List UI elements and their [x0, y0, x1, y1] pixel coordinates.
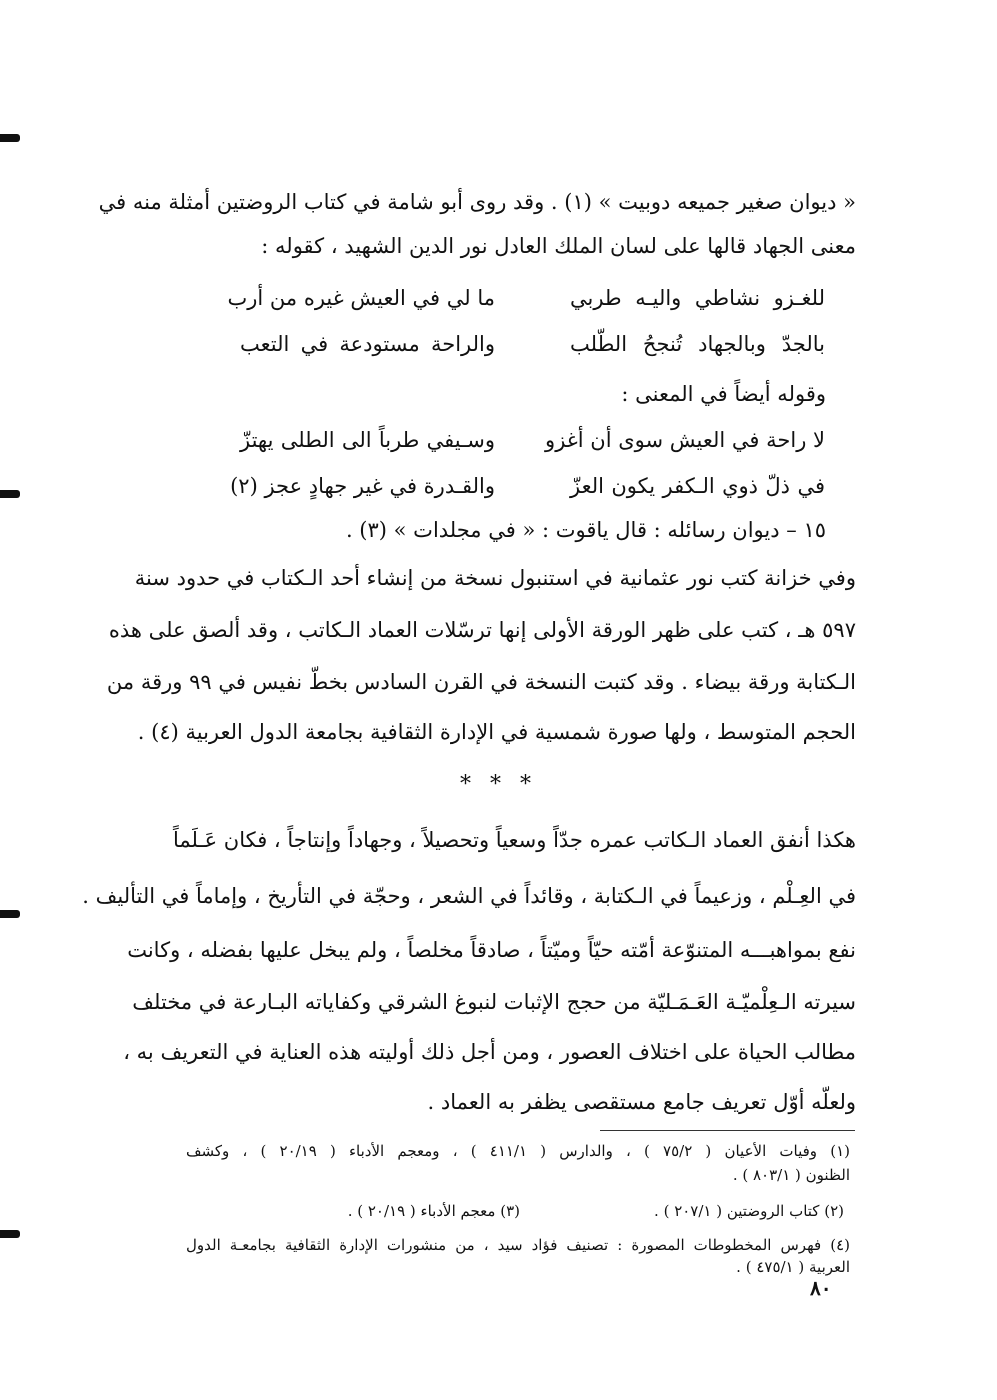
- footnote-line: العربية ( ٤٧٥/١ ) .: [736, 1258, 850, 1276]
- verse-hemistich-left: والقـدرة في غير جهادٍ عجز (٢): [230, 474, 495, 498]
- scan-margin-mark: [0, 134, 20, 142]
- scan-margin-mark: [0, 490, 20, 498]
- text-line: وفي خزانة كتب نور عثمانية في استنبول نسخة من إنشاء أحد الـكتاب في حدود سنة: [134, 566, 856, 590]
- text-line: ٥٩٧ هـ ، كتب على ظهر الورقة الأولى إنها ترسّلات العماد الـكاتب ، وقد ألصق على هذه: [108, 618, 856, 642]
- footnote-row: [186, 1200, 850, 1222]
- text-line: وقوله أيضاً في المعنى :: [621, 382, 826, 406]
- text-line: الـكتابة ورقة بيضاء . وقد كتبت النسخة في القرن السادس بخطّ نفيس في ٩٩ ورقة من: [106, 670, 856, 694]
- text-line: ولعلّه أوّل تعريف جامع مستقصى يظفر به العماد .: [427, 1090, 856, 1114]
- text-line: ١٥ – ديوان رسائله : قال ياقوت : « في مجلدات » (٣) .: [345, 518, 826, 542]
- footnote-divider: [600, 1130, 855, 1131]
- footnote-line: (٤) فهرس المخطوطات المصورة : تصنيف فؤاد سيد ، من منشورات الإدارة الثقافية بجامعـة الدول: [186, 1236, 850, 1254]
- scan-margin-mark: [0, 1230, 20, 1238]
- footnote-line: الظنون ( ٨٠٣/١ ) .: [732, 1166, 850, 1184]
- verse-hemistich-right: في ذلّ ذوي الـكفر يكون العزّ: [570, 474, 825, 498]
- scan-margin-mark: [0, 910, 20, 918]
- text-line: معنى الجهاد قالها على لسان الملك العادل نور الدين الشهيد ، كقوله :: [261, 234, 856, 258]
- text-line: هكذا أنفق العماد الـكاتب عمره جدّاً وسعياً وتحصيلاً ، وجهاداً وإنتاجاً ، فكان عَـلَماً: [172, 828, 856, 852]
- text-line: الحجم المتوسط ، ولها صورة شمسية في الإدارة الثقافية بجامعة الدول العربية (٤) .: [137, 720, 856, 744]
- section-separator: * * *: [460, 772, 537, 797]
- text-line: سيرته الـعِلْميّـة العَـمَـليّة من حجج الإثبات لنبوغ الشرقي وكفاياته البـارعة في مختلف: [132, 990, 856, 1014]
- footnote-line: (١) وفيات الأعيان ( ٧٥/٢ ) ، والدارس ( ٤١١/١ ) ، ومعجم الأدباء ( ٢٠/١٩ ) ، وكشف: [186, 1142, 850, 1160]
- poem-verse: [240, 418, 825, 462]
- poem-verse: [227, 276, 825, 320]
- verse-hemistich-right: للغـزو نشاطي واليـه طربي: [570, 286, 825, 310]
- verse-hemistich-right: بالجدّ وبالجهاد تُنجحُ الطّلب: [570, 332, 825, 356]
- verse-hemistich-left: وسـيفي طرباً الى الطلى يهتزّ: [240, 428, 495, 452]
- verse-hemistich-right: لا راحة في العيش سوى أن أغزو: [545, 428, 825, 452]
- poem-verse: [240, 322, 825, 366]
- page-number: ٨٠: [810, 1276, 832, 1300]
- footnote-line: (٣) معجم الأدباء ( ٢٠/١٩ ) .: [347, 1202, 520, 1220]
- verse-hemistich-left: والراحة مستودعة في التعب: [240, 332, 495, 356]
- text-line: نفع بمواهبـــه المتنوّعة أمّته حيّاً وميّتاً ، صادقاً مخلصاً ، ولم يبخل عليها بفضله ، وكانت: [127, 938, 856, 962]
- text-line: « ديوان صغير جميعه دوبيت » (١) . وقد روى أبو شامة في كتاب الروضتين أمثلة منه في: [98, 190, 856, 214]
- verse-hemistich-left: ما لي في العيش غيره من أرب: [227, 286, 495, 310]
- text-line: مطالب الحياة على اختلاف العصور ، ومن أجل ذلك أوليته هذه العناية في التعريف به ،: [123, 1040, 856, 1064]
- poem-verse: [230, 464, 825, 508]
- text-line: في العِـلْم ، وزعيماً في الـكتابة ، وقائداً في الشعر ، وحجّة في التأريخ ، وإماماً في التأليف .: [82, 884, 856, 908]
- footnote-line: (٢) كتاب الروضتين ( ٢٠٧/١ ) .: [654, 1202, 844, 1220]
